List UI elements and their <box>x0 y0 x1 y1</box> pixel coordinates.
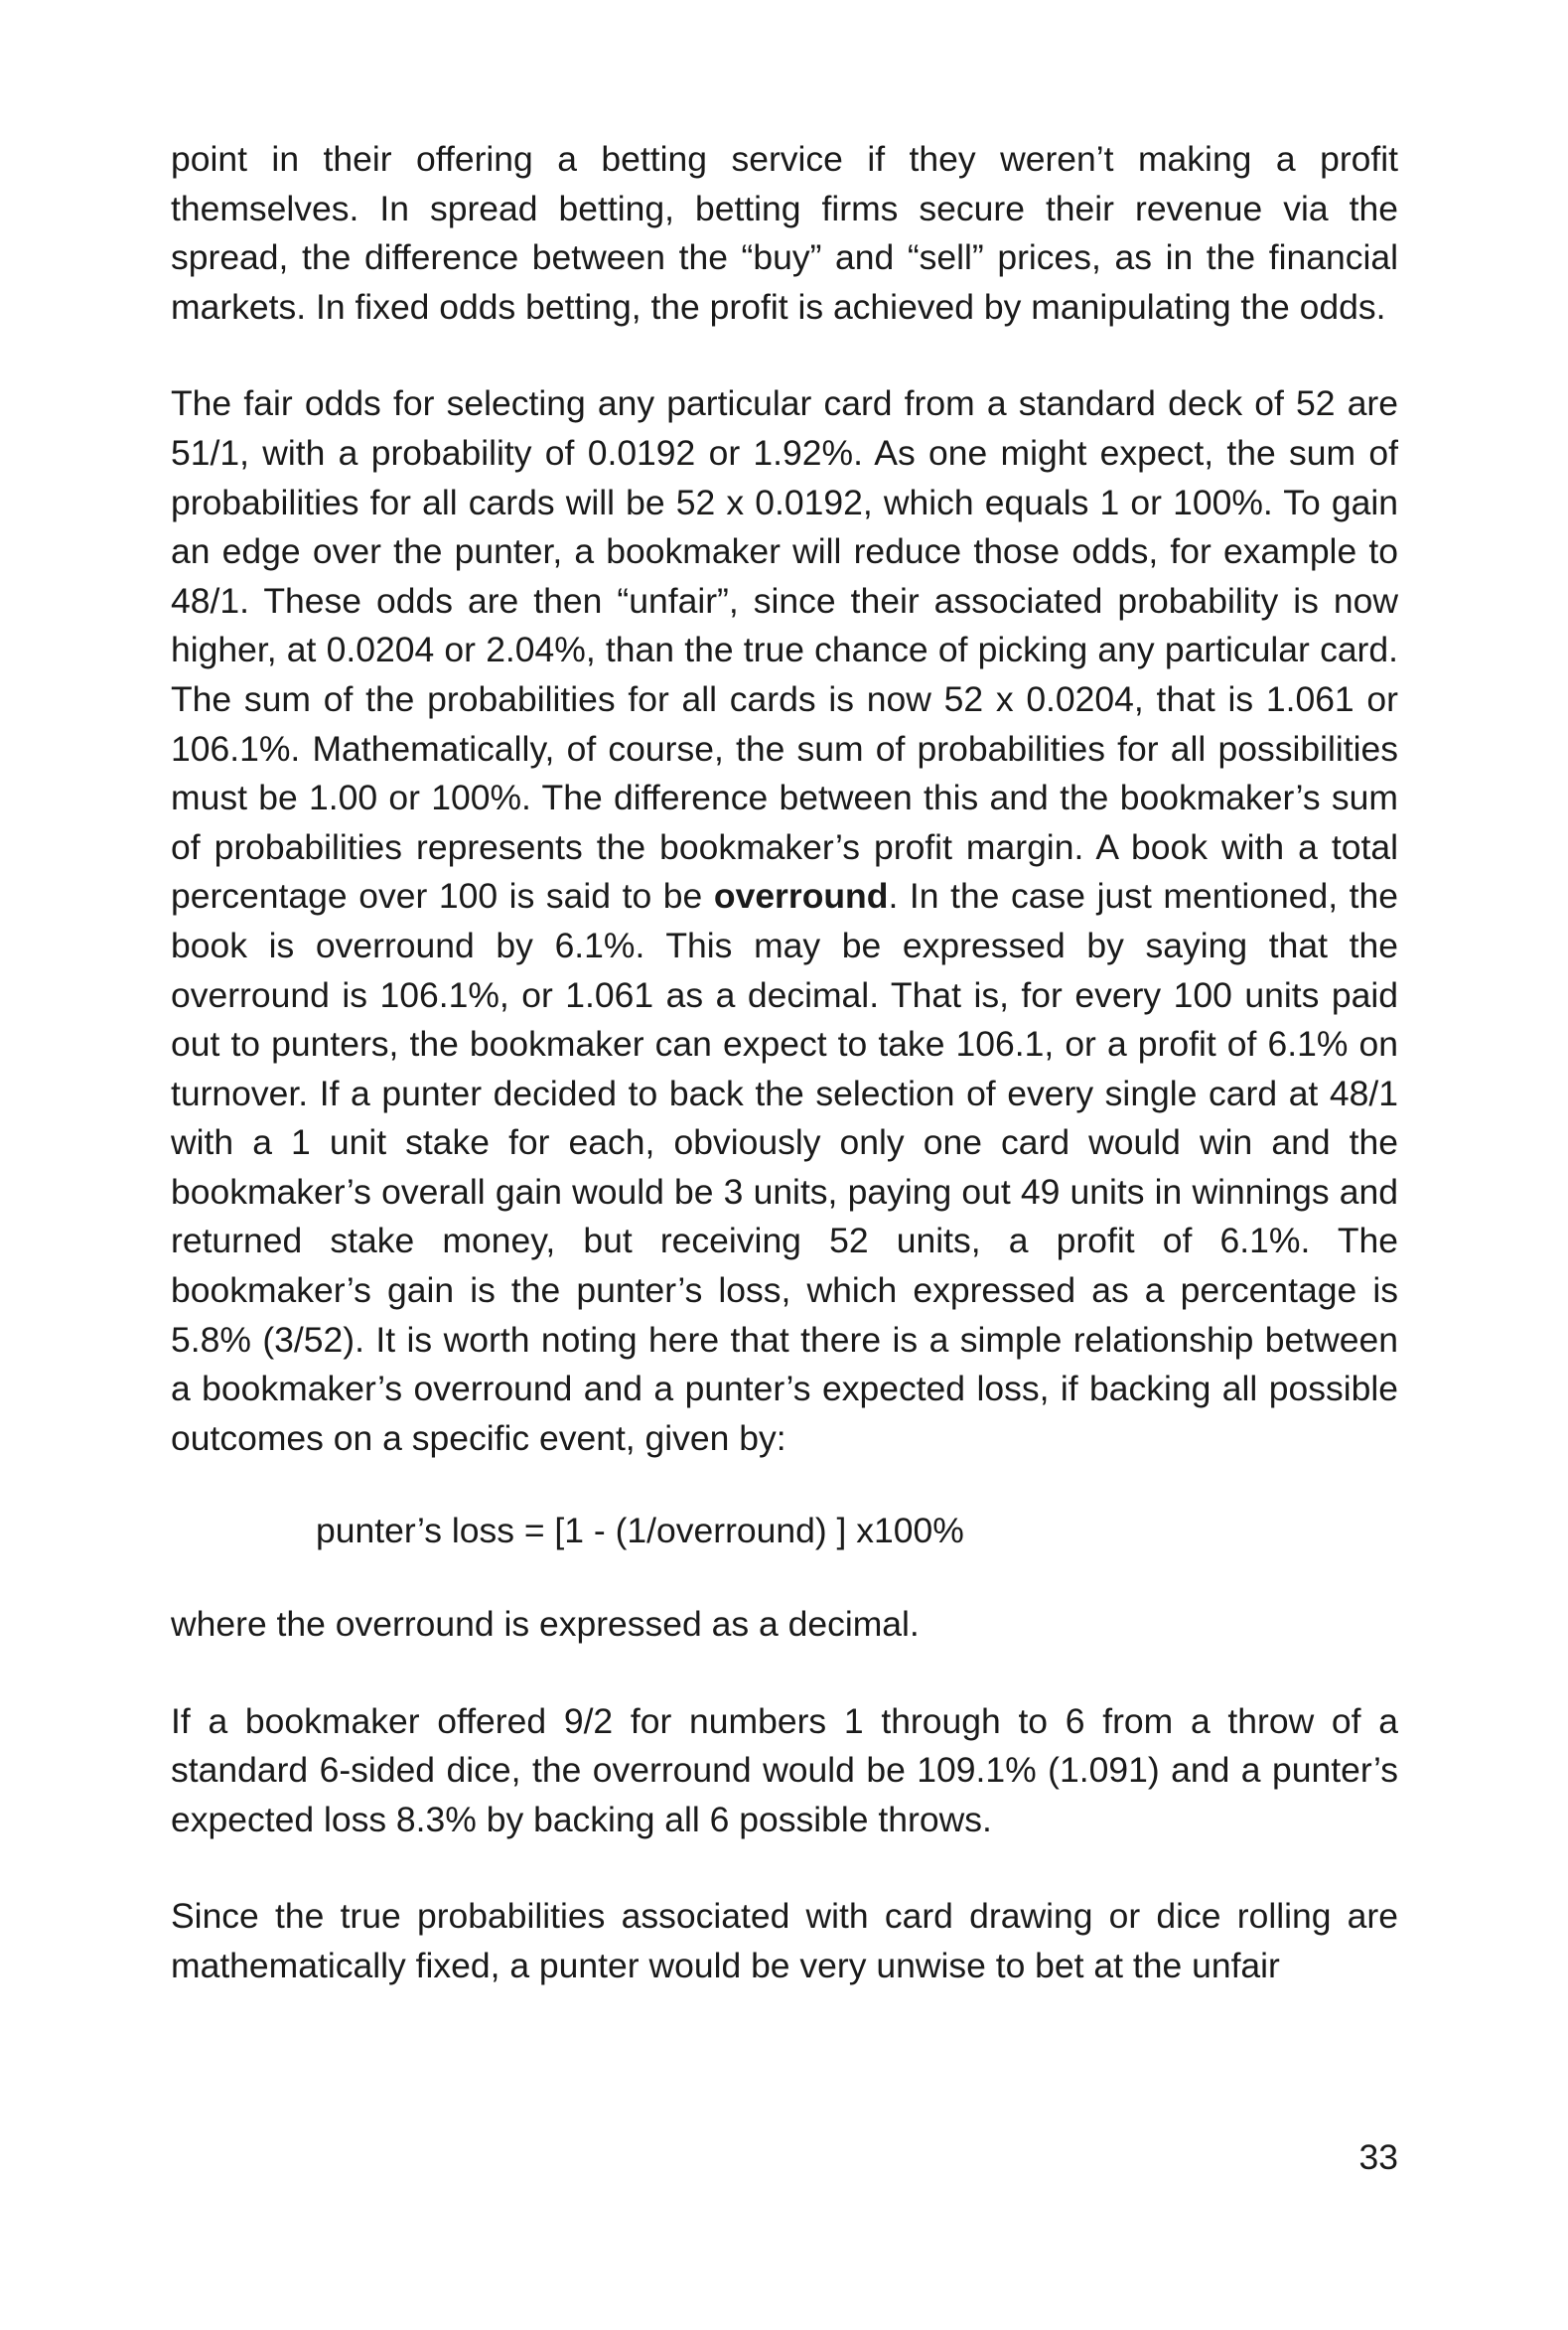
punter-loss-formula: punter’s loss = [1 - (1/overround) ] x100% <box>316 1511 964 1551</box>
paragraph-fixed-probabilities: Since the true probabilities associated with card drawing or dice rolling are mathematically fixed, a punter would be very unwise to bet at the unfair <box>171 1896 1398 1985</box>
body-text <box>171 135 1398 1991</box>
paragraph-text-after-term: . In the case just mentioned, the book is overround by 6.1%. This may be expressed by saying that the overround is 106.1%, or 1.061 as a decimal. That is, for every 100 units paid out to punters, the bookmaker can expect to take 106.1, or a profit of 6.1% on turnover. If a punter decided to back the selection of every single card at 48/1 with a 1 unit stake for each, obviously only one card would win and the bookmaker’s overall gain would be 3 units, paying out 49 units in winnings and returned stake money, but receiving 52 units, a profit of 6.1%. The bookmaker’s gain is the punter’s loss, which expressed as a percentage is 5.8% (3/52). It is worth noting here that there is a simple relationship between a bookmaker’s overround and a punter’s expected loss, if backing all possible outcomes on a specific event, given by: <box>171 876 1398 1458</box>
paragraph-decimal-note: where the overround is expressed as a decimal. <box>171 1604 920 1645</box>
paragraph-text-before-term: The fair odds for selecting any particular card from a standard deck of 52 are 51/1, with a probability of 0.0192 or 1.92%. As one might expect, the sum of probabilities for all cards will be 52 x 0.0192, which equals 1 or 100%. To gain an edge over the punter, a bookmaker will reduce those odds, for example to 48/1. These odds are then “unfair”, since their associated probability is now higher, at 0.0204 or 2.04%, than the true chance of picking any particular card. The sum of the probabilities for all cards is now 52 x 0.0204, that is 1.061 or 106.1%. Mathematically, of course, the sum of probabilities for all possibilities must be 1.00 or 100%. The difference between this and the bookmaker’s sum of probabilities represents the bookmaker’s profit margin. A book with a total percentage over 100 is said to be <box>171 383 1398 917</box>
paragraph-dice-example: If a bookmaker offered 9/2 for numbers 1 through to 6 from a throw of a standard 6-sided dice, the overround would be 109.1% (1.091) and a punter’s expected loss 8.3% by backing all 6 possible throws. <box>171 1700 1398 1839</box>
page-number: 33 <box>1358 2137 1398 2177</box>
defined-term-overround: overround <box>713 876 889 917</box>
paragraph-overround-explanation <box>171 379 1398 1463</box>
paragraph-profit-intro: point in their offering a betting service if they weren’t making a profit themselves. In spread betting, betting firms secure their revenue via the spread, the difference between the “buy” and “sell” prices, as in the financial markets. In fixed odds betting, the profit is achieved by manipulating the odds. <box>171 139 1398 327</box>
